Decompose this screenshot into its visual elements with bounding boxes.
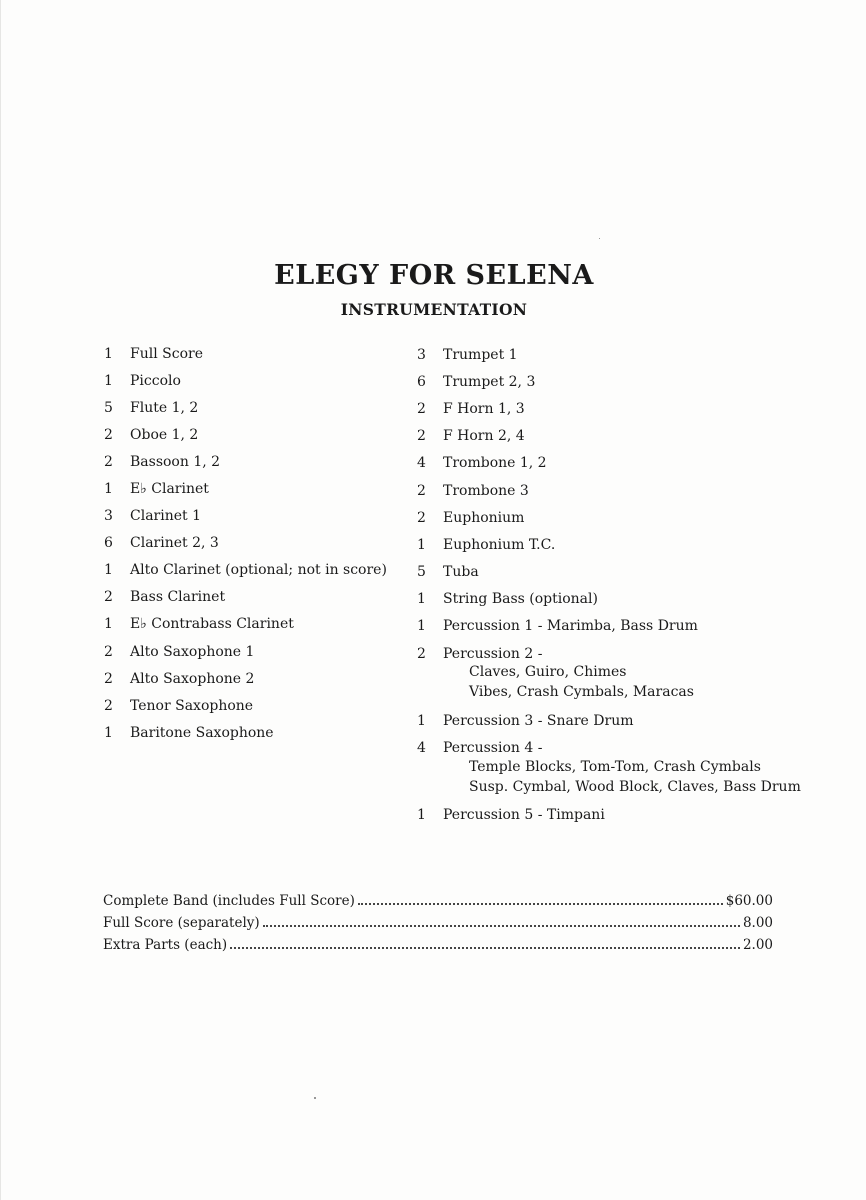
part-quantity: 2 <box>104 643 113 660</box>
part-quantity: 1 <box>417 591 426 608</box>
instrument-name: Alto Saxophone 1 <box>130 643 255 660</box>
instrument-row <box>104 584 404 611</box>
piece-title: ELEGY FOR SELENA <box>274 260 594 291</box>
instrument-name: Oboe 1, 2 <box>130 426 199 443</box>
part-quantity: 6 <box>104 535 113 552</box>
instrument-row <box>104 448 404 475</box>
price-list <box>103 893 773 959</box>
instrument-row <box>104 421 404 448</box>
instrument-row <box>104 719 404 746</box>
price-amount: $60.00 <box>725 893 773 909</box>
price-row <box>103 893 773 915</box>
part-quantity: 1 <box>417 536 426 553</box>
dot-leader <box>263 925 740 927</box>
dot-leader <box>358 903 723 905</box>
instrument-row <box>417 450 847 477</box>
instrument-name: Euphonium <box>443 509 525 526</box>
instrument-row <box>417 395 847 422</box>
instrument-row <box>417 477 847 504</box>
part-quantity: 1 <box>104 724 113 741</box>
instrument-row <box>417 802 847 829</box>
instrument-row <box>417 341 847 368</box>
part-quantity: 5 <box>104 399 113 416</box>
price-amount: 8.00 <box>742 915 773 931</box>
part-quantity: 2 <box>417 509 426 526</box>
part-quantity: 1 <box>417 712 426 729</box>
instrument-row <box>417 423 847 450</box>
instrument-row <box>417 531 847 558</box>
paper-speck <box>599 238 600 239</box>
instrument-name: F Horn 2, 4 <box>443 428 525 445</box>
part-quantity: 2 <box>417 482 426 499</box>
instrument-name: Euphonium T.C. <box>443 536 556 553</box>
instrument-row <box>104 367 404 394</box>
part-quantity: 1 <box>104 481 113 498</box>
instrument-row <box>417 707 847 734</box>
instrument-name: Bass Clarinet <box>130 589 226 606</box>
instrument-name: Alto Saxophone 2 <box>130 670 255 687</box>
part-quantity: 4 <box>417 740 426 757</box>
part-quantity: 2 <box>417 400 426 417</box>
instrument-row <box>104 340 404 367</box>
instrument-row <box>417 504 847 531</box>
instrument-name: Clarinet 1 <box>130 508 201 525</box>
instrument-name: Flute 1, 2 <box>130 399 199 416</box>
instrument-name: Trombone 1, 2 <box>443 455 547 472</box>
instrument-name: Full Score <box>130 345 203 362</box>
part-quantity: 2 <box>417 428 426 445</box>
instrument-row <box>104 394 404 421</box>
part-quantity: 3 <box>104 508 113 525</box>
instrument-row <box>104 503 404 530</box>
part-quantity: 2 <box>104 670 113 687</box>
instrument-row <box>104 638 404 665</box>
percussion-detail: Susp. Cymbal, Wood Block, Claves, Bass Drum <box>469 778 801 795</box>
part-quantity: 5 <box>417 564 426 581</box>
instrument-row <box>104 611 404 638</box>
part-quantity: 2 <box>417 645 426 662</box>
instrument-row <box>417 613 847 640</box>
instrument-name: Percussion 4 - <box>443 740 543 757</box>
instrument-name: Percussion 5 - Timpani <box>443 807 605 824</box>
instrument-name: Percussion 3 - Snare Drum <box>443 712 634 729</box>
price-row <box>103 937 773 959</box>
instrument-list-right <box>417 341 847 829</box>
part-quantity: 1 <box>417 807 426 824</box>
part-quantity: 1 <box>104 372 113 389</box>
instrumentation-heading: INSTRUMENTATION <box>340 300 528 319</box>
part-quantity: 1 <box>104 345 113 362</box>
part-quantity: 1 <box>417 618 426 635</box>
instrument-name: String Bass (optional) <box>443 591 598 608</box>
instrument-name: Percussion 2 - <box>443 645 543 662</box>
instrument-name: Bassoon 1, 2 <box>130 453 221 470</box>
part-quantity: 1 <box>104 562 113 579</box>
instrument-name: Tenor Saxophone <box>130 697 254 714</box>
paper-speck <box>314 1097 316 1099</box>
price-amount: 2.00 <box>742 937 773 953</box>
instrument-row <box>104 665 404 692</box>
instrument-name: Alto Clarinet (optional; not in score) <box>130 562 387 579</box>
instrument-row <box>417 586 847 613</box>
part-quantity: 3 <box>417 346 426 363</box>
instrument-list-left <box>104 340 404 746</box>
instrument-row <box>104 530 404 557</box>
instrument-name: Trumpet 2, 3 <box>443 373 536 390</box>
price-row <box>103 915 773 937</box>
part-quantity: 6 <box>417 373 426 390</box>
instrument-name: Trumpet 1 <box>443 346 518 363</box>
instrument-name: Baritone Saxophone <box>130 724 274 741</box>
part-quantity: 2 <box>104 426 113 443</box>
instrument-name: Tuba <box>443 564 479 581</box>
instrument-row <box>417 559 847 586</box>
instrument-row <box>104 557 404 584</box>
part-quantity: 1 <box>104 616 113 633</box>
price-label: Full Score (separately) <box>103 915 260 931</box>
dot-leader <box>230 947 740 949</box>
percussion-detail: Vibes, Crash Cymbals, Maracas <box>469 684 694 701</box>
instrument-row <box>417 368 847 395</box>
percussion-detail: Claves, Guiro, Chimes <box>469 664 627 681</box>
instrument-name: Percussion 1 - Marimba, Bass Drum <box>443 618 698 635</box>
part-quantity: 2 <box>104 453 113 470</box>
instrument-name: E♭ Clarinet <box>130 481 209 498</box>
part-quantity: 2 <box>104 589 113 606</box>
price-label: Extra Parts (each) <box>103 937 228 953</box>
part-quantity: 2 <box>104 697 113 714</box>
instrument-name: Trombone 3 <box>443 482 529 499</box>
percussion-detail: Temple Blocks, Tom-Tom, Crash Cymbals <box>469 758 761 775</box>
price-label: Complete Band (includes Full Score) <box>103 893 355 909</box>
instrument-name: Piccolo <box>130 372 181 389</box>
part-quantity: 4 <box>417 455 426 472</box>
instrument-row <box>104 475 404 502</box>
instrument-name: E♭ Contrabass Clarinet <box>130 616 294 633</box>
instrument-name: F Horn 1, 3 <box>443 400 525 417</box>
instrument-name: Clarinet 2, 3 <box>130 535 219 552</box>
instrument-row <box>104 692 404 719</box>
